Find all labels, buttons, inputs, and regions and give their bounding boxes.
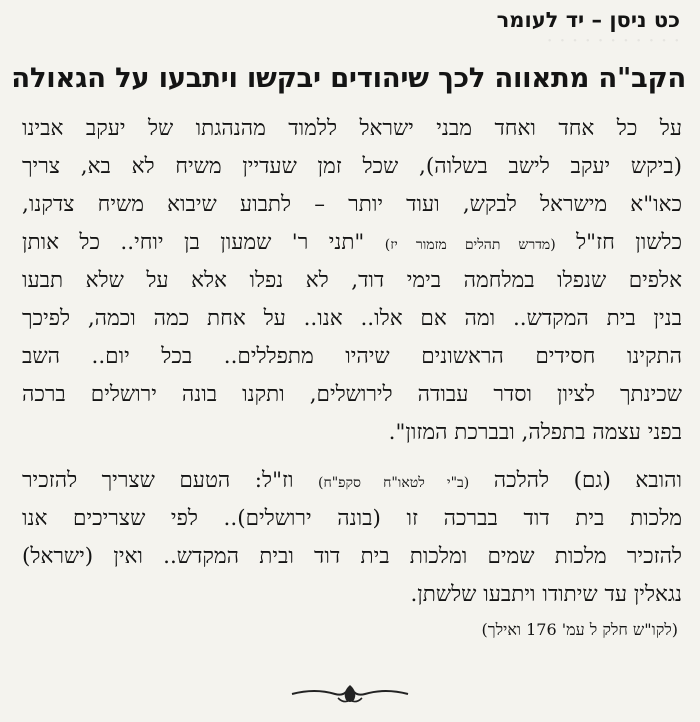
text-line: נגאלין עד שיתודו ויתבעו שלשתן. (410, 582, 682, 607)
text-line: והובא (גם) להלכה (ב"י לטאו"ח סקפ"ח) וז"ל: הטעם שצריך להזכיר (22, 468, 682, 493)
text-line: בנין בית המקדש.. ומה אם אלו.. אנו.. על אחת כמה וכמה, לפיכך (22, 306, 682, 331)
floral-ornament-icon (290, 682, 410, 706)
article-title: הקב"ה מתאווה לכך שיהודים יבקשו ויתבעו על הגאולה (11, 62, 686, 94)
text-line: (ביקש יעקב לישב בשלוה), שכל זמן שעדיין משיח לא בא, צריך (22, 154, 682, 179)
source-reference: (לקו"ש חלק ל עמ' 176 ואילך) (481, 620, 678, 639)
paragraph-1 (22, 110, 682, 452)
inline-citation: (מדרש תהלים מזמור יז) (384, 237, 556, 253)
inline-citation: (ב"י לטאו"ח סקפ"ח) (317, 475, 470, 491)
bleed-through-text: · · · · · · · · · · · (546, 28, 680, 52)
running-header: כט ניסן – יד לעומר (496, 8, 680, 32)
text-line: מלכות בית דוד בברכה זו (בונה ירושלים).. לפי שצריכים אנו (22, 506, 682, 531)
text-line: אלפים שנפלו במלחמה בימי דוד, לא נפלו אלא על שלא תבעו (22, 268, 682, 293)
text-line: שכינתך לציון וסדר עבודה לירושלים, ותקנו בונה ירושלים ברכה (22, 382, 682, 407)
text-line: כלשון חז"ל (מדרש תהלים מזמור יז) "תני ר' שמעון בן יוחי.. כל אותן (22, 230, 682, 255)
text-line: להזכיר מלכות שמים ומלכות בית דוד ובית המקדש.. ואין (ישראל) (22, 544, 682, 569)
text-line: בפני עצמה בתפלה, ובברכת המזון". (388, 420, 682, 445)
text-line: כאו"א מישראל לבקש, ועוד יותר – לתבוע שיבוא משיח צדקנו, (22, 192, 682, 217)
paragraph-2 (22, 462, 682, 614)
text-line: התקינו חסידים הראשונים שיהיו מתפללים.. בכל יום.. השב (22, 344, 682, 369)
text-line: על כל אחד ואחד מבני ישראל ללמוד מהנהגתו של יעקב אבינו (22, 116, 682, 141)
